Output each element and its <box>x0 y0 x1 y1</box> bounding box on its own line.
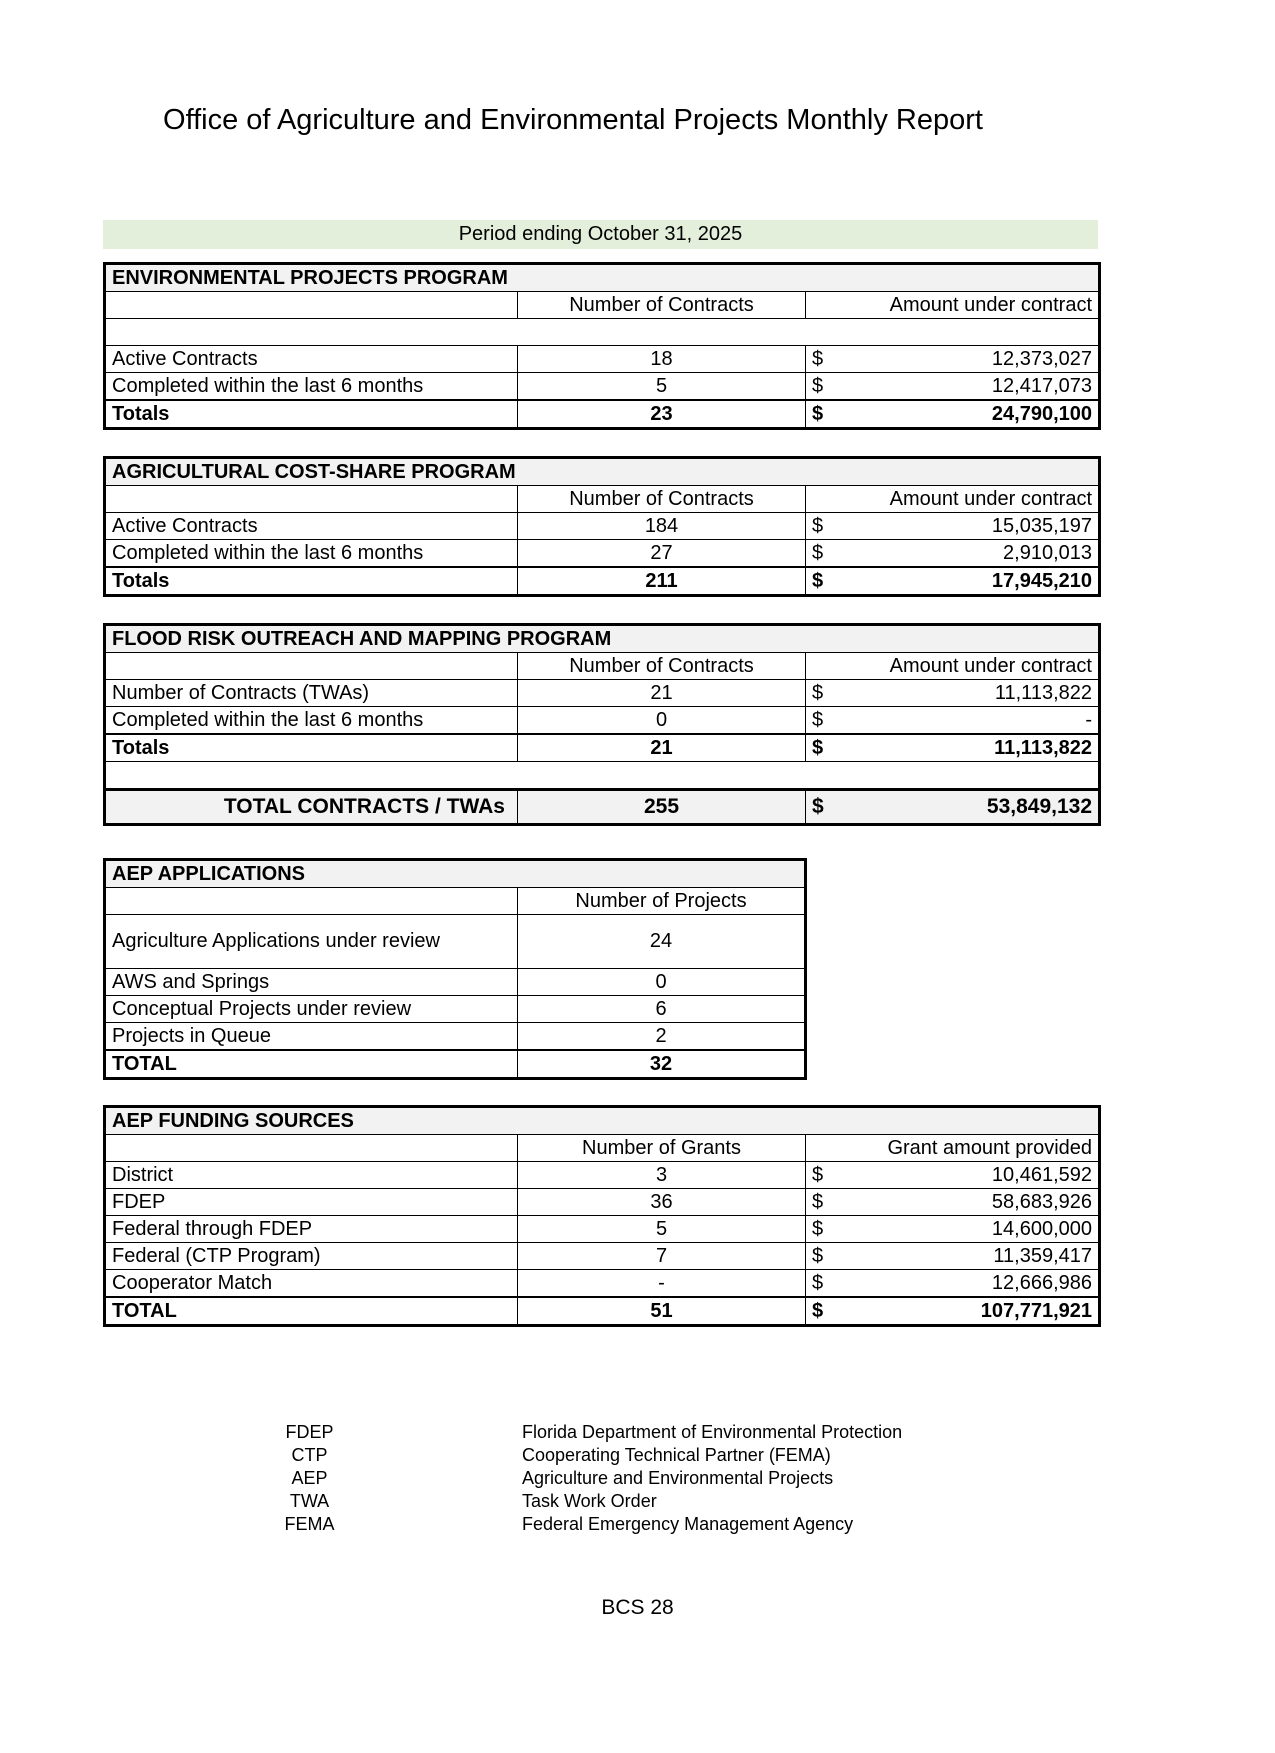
totals-count: 32 <box>518 1050 806 1079</box>
table-row <box>105 1189 1100 1216</box>
page-title: Office of Agriculture and Environmental Projects Monthly Report <box>163 104 983 136</box>
flood-risk-table <box>103 623 1101 826</box>
row-label: Federal through FDEP <box>105 1216 518 1243</box>
grand-total-row <box>105 790 1100 825</box>
totals-label: TOTAL <box>105 1050 518 1079</box>
contract-count: 5 <box>518 373 806 401</box>
legend-item <box>103 1421 1275 1444</box>
totals-label: Totals <box>105 567 518 596</box>
totals-count: 211 <box>518 567 806 596</box>
empty-header-cell <box>105 292 518 319</box>
currency-symbol: $ <box>812 1244 824 1267</box>
totals-row <box>105 400 1100 429</box>
empty-header-cell <box>105 653 518 680</box>
row-label: Active Contracts <box>105 513 518 540</box>
totals-row <box>105 1297 1100 1326</box>
currency-symbol: $ <box>812 681 824 704</box>
table-row <box>105 1270 1100 1298</box>
table-row <box>105 513 1100 540</box>
grant-count: 3 <box>518 1162 806 1189</box>
amount-value: 11,113,822 <box>994 681 1092 704</box>
table-row <box>105 373 1100 401</box>
grand-total-count: 255 <box>518 790 806 825</box>
amount-header: Grant amount provided <box>806 1135 1100 1162</box>
row-label: Number of Contracts (TWAs) <box>105 680 518 707</box>
table-row <box>105 915 806 969</box>
totals-label: TOTAL <box>105 1297 518 1326</box>
currency-symbol: $ <box>812 569 824 592</box>
legend-desc: Cooperating Technical Partner (FEMA) <box>522 1445 831 1465</box>
contract-count: 18 <box>518 346 806 373</box>
legend-abbr: CTP <box>291 1445 328 1465</box>
period-label: Period ending October 31, 2025 <box>458 223 743 245</box>
legend-item <box>103 1490 1275 1513</box>
contract-count: 27 <box>518 540 806 568</box>
project-count: 6 <box>518 996 806 1023</box>
count-header: Number of Grants <box>518 1135 806 1162</box>
amount-header: Amount under contract <box>806 653 1100 680</box>
table-row <box>105 1243 1100 1270</box>
currency-symbol: $ <box>812 1190 824 1213</box>
totals-label: Totals <box>105 734 518 762</box>
totals-label: Totals <box>105 400 518 429</box>
period-bar <box>103 220 1098 249</box>
totals-amount: 17,945,210 <box>991 569 1093 592</box>
empty-header-cell <box>105 1135 518 1162</box>
page-footer: BCS 28 <box>601 1596 674 1619</box>
totals-count: 51 <box>518 1297 806 1326</box>
amount-value: 15,035,197 <box>991 514 1093 537</box>
grant-count: 7 <box>518 1243 806 1270</box>
count-header: Number of Contracts <box>518 653 806 680</box>
count-header: Number of Contracts <box>518 292 806 319</box>
amount-value: 14,600,000 <box>991 1217 1093 1240</box>
currency-symbol: $ <box>812 708 824 731</box>
amount-value: - <box>1085 708 1092 731</box>
row-label: Federal (CTP Program) <box>105 1243 518 1270</box>
table-row <box>105 540 1100 568</box>
environmental-projects-table <box>103 262 1101 430</box>
amount-value: 10,461,592 <box>991 1163 1093 1186</box>
legend-item <box>103 1513 1275 1536</box>
section-title: FLOOD RISK OUTREACH AND MAPPING PROGRAM <box>105 625 1100 653</box>
table-row <box>105 996 806 1023</box>
grant-count: 5 <box>518 1216 806 1243</box>
table-row <box>105 969 806 996</box>
table-row <box>105 707 1100 735</box>
currency-symbol: $ <box>812 736 824 759</box>
table-row <box>105 346 1100 373</box>
project-count: 2 <box>518 1023 806 1051</box>
section-title: AEP FUNDING SOURCES <box>105 1107 1100 1135</box>
legend-item <box>103 1444 1275 1467</box>
currency-symbol: $ <box>812 514 824 537</box>
table-row <box>105 680 1100 707</box>
totals-row <box>105 567 1100 596</box>
legend-abbr: AEP <box>291 1468 328 1488</box>
table-row <box>105 1023 806 1051</box>
amount-value: 58,683,926 <box>991 1190 1093 1213</box>
row-label: Projects in Queue <box>105 1023 518 1051</box>
row-label: Completed within the last 6 months <box>105 373 518 401</box>
amount-value: 12,417,073 <box>991 374 1093 397</box>
row-label: Agriculture Applications under review <box>105 915 518 969</box>
amount-header: Amount under contract <box>806 292 1100 319</box>
currency-symbol: $ <box>812 402 824 425</box>
agricultural-costshare-table <box>103 456 1101 597</box>
section-title: AGRICULTURAL COST-SHARE PROGRAM <box>105 458 1100 486</box>
empty-header-cell <box>105 486 518 513</box>
aep-applications-table <box>103 858 807 1080</box>
table-row <box>105 1216 1100 1243</box>
contract-count: 0 <box>518 707 806 735</box>
currency-symbol: $ <box>812 1271 824 1294</box>
legend-abbr: FEMA <box>284 1514 335 1534</box>
grant-count: 36 <box>518 1189 806 1216</box>
grand-total-label: TOTAL CONTRACTS / TWAs <box>105 790 518 825</box>
row-label: FDEP <box>105 1189 518 1216</box>
legend-desc: Florida Department of Environmental Protection <box>522 1422 903 1442</box>
aep-funding-table <box>103 1105 1101 1327</box>
section-title: AEP APPLICATIONS <box>105 860 806 888</box>
row-label: Active Contracts <box>105 346 518 373</box>
row-label: AWS and Springs <box>105 969 518 996</box>
totals-count: 23 <box>518 400 806 429</box>
contract-count: 21 <box>518 680 806 707</box>
amount-header: Amount under contract <box>806 486 1100 513</box>
amount-value: 12,666,986 <box>991 1271 1093 1294</box>
amount-value: 12,373,027 <box>991 347 1093 370</box>
currency-symbol: $ <box>812 1217 824 1240</box>
abbreviation-legend <box>103 1421 1275 1536</box>
legend-abbr: TWA <box>289 1491 330 1511</box>
currency-symbol: $ <box>812 795 824 818</box>
section-title: ENVIRONMENTAL PROJECTS PROGRAM <box>105 264 1100 292</box>
row-label: Completed within the last 6 months <box>105 540 518 568</box>
legend-desc: Federal Emergency Management Agency <box>522 1514 854 1534</box>
row-label: Conceptual Projects under review <box>105 996 518 1023</box>
spacer-row <box>105 762 1100 790</box>
legend-desc: Task Work Order <box>522 1491 657 1511</box>
totals-row <box>105 1050 806 1079</box>
contract-count: 184 <box>518 513 806 540</box>
table-row <box>105 1162 1100 1189</box>
currency-symbol: $ <box>812 1299 824 1322</box>
count-header: Number of Contracts <box>518 486 806 513</box>
currency-symbol: $ <box>812 347 824 370</box>
grand-total-amount: 53,849,132 <box>986 795 1092 818</box>
amount-value: 2,910,013 <box>1003 541 1093 564</box>
count-header: Number of Projects <box>518 888 806 915</box>
grant-count: - <box>518 1270 806 1298</box>
row-label: Cooperator Match <box>105 1270 518 1298</box>
legend-item <box>103 1467 1275 1490</box>
totals-amount: 11,113,822 <box>994 736 1092 759</box>
legend-desc: Agriculture and Environmental Projects <box>522 1468 834 1488</box>
project-count: 24 <box>518 915 806 969</box>
currency-symbol: $ <box>812 1163 824 1186</box>
currency-symbol: $ <box>812 374 824 397</box>
totals-count: 21 <box>518 734 806 762</box>
totals-amount: 24,790,100 <box>991 402 1093 425</box>
currency-symbol: $ <box>812 541 824 564</box>
legend-abbr: FDEP <box>285 1422 334 1442</box>
blank-row <box>105 319 1100 346</box>
project-count: 0 <box>518 969 806 996</box>
totals-amount: 107,771,921 <box>980 1299 1093 1322</box>
row-label: District <box>105 1162 518 1189</box>
empty-header-cell <box>105 888 518 915</box>
totals-row <box>105 734 1100 762</box>
row-label: Completed within the last 6 months <box>105 707 518 735</box>
amount-value: 11,359,417 <box>993 1244 1093 1267</box>
